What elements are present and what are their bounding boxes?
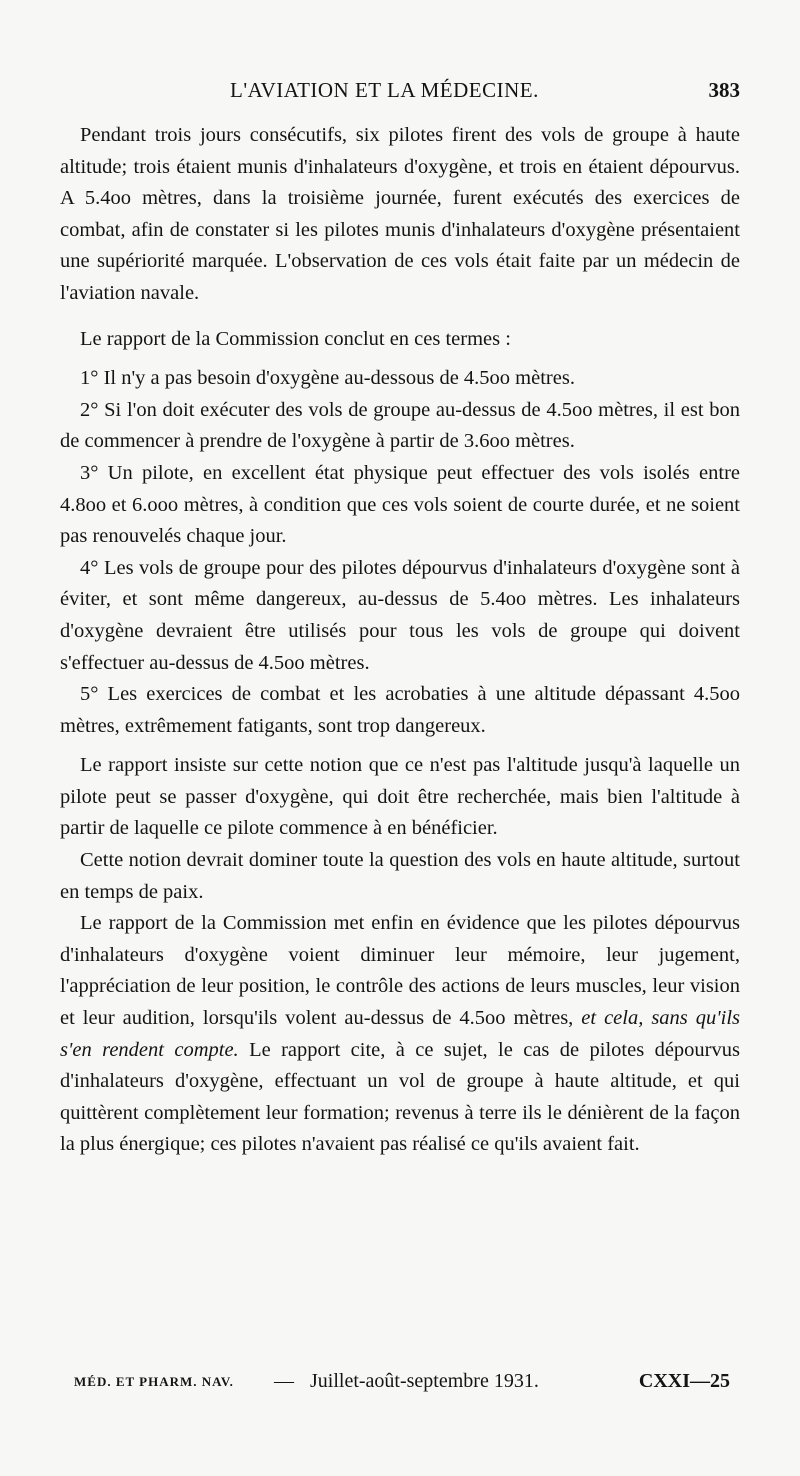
paragraph-notion: Le rapport insiste sur cette notion que ce n'est pas l'altitude jusqu'à laquelle un pilote peut se passer d'oxygène, qui doit être recherchée, mais bien l'altitude à partir de laquelle ce pilote commence à en bénéficier. (60, 754, 740, 840)
paragraph-effects (60, 908, 740, 1161)
conclusion-item-2: 2° Si l'on doit exécuter des vols de groupe au-dessus de 4.5oo mètres, il est bon de commencer à prendre de l'oxygène à partir de 3.6oo mètres. (60, 398, 740, 453)
page-footer (74, 1370, 730, 1400)
running-title: L'AVIATION ET LA MÉDECINE. (230, 78, 539, 102)
paragraph-report-intro: Le rapport de la Commission conclut en ces termes : (80, 327, 511, 350)
conclusion-item-1: 1° Il n'y a pas besoin d'oxygène au-dessous de 4.5oo mètres. (80, 367, 575, 390)
effects-italic: et cela, sans qu'ils s'en rendent compte. (60, 1007, 741, 1061)
journal-name: MÉD. ET PHARM. NAV. (74, 1374, 234, 1389)
conclusion-item-5: 5° Les exercices de combat et les acrobaties à une altitude dépassant 4.5oo mètres, extrêmement fatigants, sont trop dangereux. (60, 683, 740, 737)
footer-dash: — (274, 1370, 294, 1392)
issue-date: Juillet-août-septembre 1931. (310, 1370, 539, 1392)
running-header (60, 78, 740, 110)
page-number: 383 (708, 78, 740, 102)
conclusion-item-3: 3° Un pilote, en excellent état physique peut effectuer des vols isolés entre 4.8oo et 6.ooo mètres, à condition que ces vols soient de courte durée, et ne soient pas renouvelés chaque jour. (60, 461, 740, 548)
paragraph-flights: Pendant trois jours consécutifs, six pilotes firent des vols de groupe à haute altitude; trois étaient munis d'inhalateurs d'oxygène, et trois en étaient dépourvus. A 5.4oo mètres, dans la troisième journée, furent exécutés des exercices de combat, afin de constater si les pilotes munis d'inhalateurs d'oxygène présentaient une supériorité marquée. L'observation de ces vols était faite par un médecin de l'aviation navale. (60, 124, 740, 304)
conclusion-item-4: 4° Les vols de groupe pour des pilotes dépourvus d'inhalateurs d'oxygène sont à éviter, et sont même dangereux, au-dessus de 5.4oo mètres. Les inhalateurs d'oxygène devraient être utilisés pour tous les vols de groupe qui doivent s'effectuer au-dessus de 4.5oo mètres. (60, 556, 740, 674)
signature-mark: CXXI—25 (638, 1370, 730, 1392)
paragraph-peace-time: Cette notion devrait dominer toute la question des vols en haute altitude, surtout en temps de paix. (60, 849, 740, 903)
effects-text: Le rapport de la Commission met enfin en évidence que les pilotes dépourvus d'inhalateurs d'oxygène voient diminuer leur mémoire, leur jugement, l'appréciation de leur position, le contrôle des actions de leurs muscles, leur vision et leur audition, lorsqu'ils volent au-dessus de 4.5oo mètres, (60, 912, 740, 1030)
effects-case: Le rapport cite, à ce sujet, le cas de pilotes dépourvus d'inhalateurs d'oxygène, effectuant un vol de groupe à haute altitude, et qui quittèrent complètement leur formation; revenus à terre ils le dénièrent de la façon la plus énergique; ces pilotes n'avaient pas réalisé ce qu'ils avaient fait. (60, 1038, 740, 1156)
body-text (60, 120, 740, 1161)
